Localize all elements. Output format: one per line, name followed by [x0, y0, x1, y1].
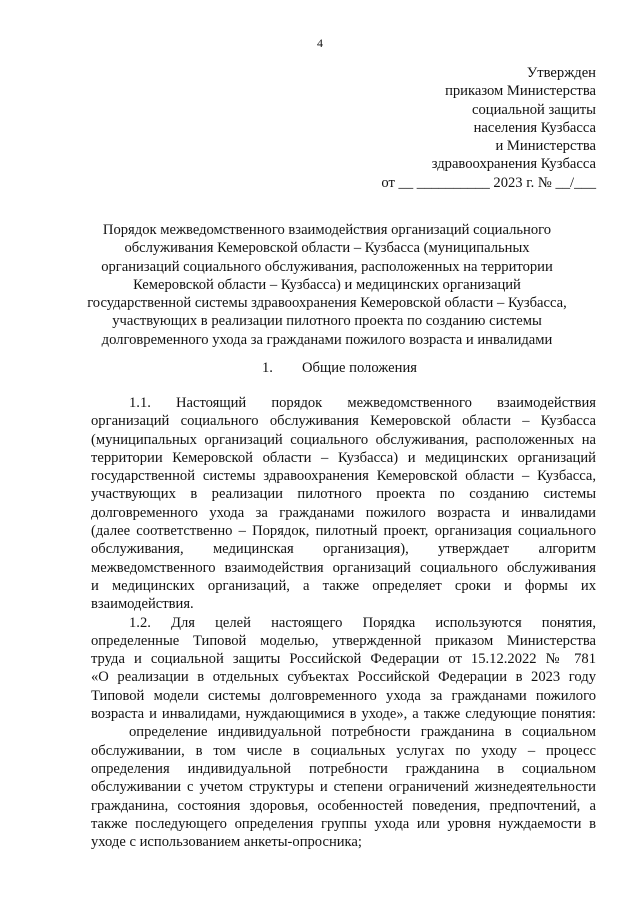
paragraph-line: и медицинских организаций, а также определяет сроки и формы их [91, 577, 596, 594]
section-number: 1. [262, 360, 273, 376]
paragraph-line: определения индивидуальной потребности гражданина в социальном [91, 760, 596, 777]
title-line: организаций социального обслуживания, расположенных на территории [101, 258, 553, 275]
paragraph-line: участвующих в реализации пилотного проекта по созданию системы [91, 486, 596, 503]
approval-line: приказом Министерства [445, 83, 596, 100]
paragraph-line: организаций социального обслуживания Кемеровской области – Кузбасса [91, 413, 596, 430]
paragraph-line: взаимодействия. [91, 596, 194, 613]
paragraph-line: уходе с использованием анкеты-опросника; [91, 834, 362, 851]
paragraph-line: 1.2. Для целей настоящего Порядка используются понятия, [129, 614, 596, 631]
paragraph-line: Типовой модели системы долговременного ухода за гражданами пожилого [91, 687, 596, 704]
approval-line: здравоохранения Кузбасса [431, 156, 596, 173]
paragraph-line: (муниципальных организаций социального обслуживания, расположенных на [91, 431, 596, 448]
approval-date-line: от __ __________ 2023 г. № __/___ [381, 174, 596, 191]
title-line: обслуживания Кемеровской области – Кузбасса (муниципальных [124, 240, 530, 257]
title-line: долговременного ухода за гражданами пожилого возраста и инвалидами [101, 331, 553, 348]
approval-line: социальной защиты [472, 101, 596, 118]
paragraph-line: определение индивидуальной потребности гражданина в социальном [129, 724, 596, 741]
paragraph-line: труда и социальной защиты Российской Федерации от 15.12.2022 № 781 [91, 651, 596, 668]
paragraph-line: обслуживании с учетом структуры и степени ограничений жизнедеятельности [91, 779, 596, 796]
paragraph-line: межведомственного взаимодействия организаций социального обслуживания [91, 559, 596, 576]
title-line: государственной системы здравоохранения Кемеровской области – Кузбасса, [87, 295, 567, 312]
paragraph-line: территории Кемеровской области – Кузбасса) и медицинских организаций [91, 449, 596, 466]
approval-block [296, 64, 596, 192]
body-text [91, 394, 596, 851]
section-title: Общие положения [302, 360, 417, 376]
approval-line: и Министерства [495, 138, 596, 155]
paragraph-line: определенные Типовой моделью, утвержденной приказом Министерства [91, 632, 596, 649]
title-line: Порядок межведомственного взаимодействия организаций социального [102, 222, 552, 238]
approval-line: Утвержден [526, 65, 596, 81]
paragraph-line: государственной системы здравоохранения Кемеровской области – Кузбасса, [91, 468, 596, 485]
page-number: 4 [317, 36, 323, 50]
paragraph-line: 1.1. Настоящий порядок межведомственного взаимодействия [129, 395, 596, 411]
paragraph-line: «О реализации в отдельных субъектах Российской Федерации в 2023 году [91, 669, 596, 686]
approval-line: населения Кузбасса [473, 119, 596, 136]
document-title [60, 221, 594, 349]
paragraph-line: также последующего определения группы ухода или уровня нуждаемости в [91, 815, 596, 832]
paragraph-line: возраста и инвалидами, нуждающимися в уходе», а также следующие понятия: [91, 706, 596, 723]
title-line: участвующих в реализации пилотного проекта по созданию системы [112, 313, 542, 330]
paragraph-line: гражданина, состояния здоровья, особенностей поведения, предпочтений, а [91, 797, 596, 814]
paragraph-line: обслуживания, медицинская организация), утверждает алгоритм [91, 541, 596, 558]
paragraph-line: обслуживании, в том числе в социальных услугах по уходу – процесс [91, 742, 596, 759]
title-line: Кемеровской области – Кузбасса) и медицинских организаций [133, 276, 521, 293]
paragraph-line: (далее соответственно – Порядок, пилотный проект, организация социального [91, 523, 596, 540]
paragraph-line: долговременного ухода за гражданами пожилого возраста и инвалидами [91, 504, 596, 521]
